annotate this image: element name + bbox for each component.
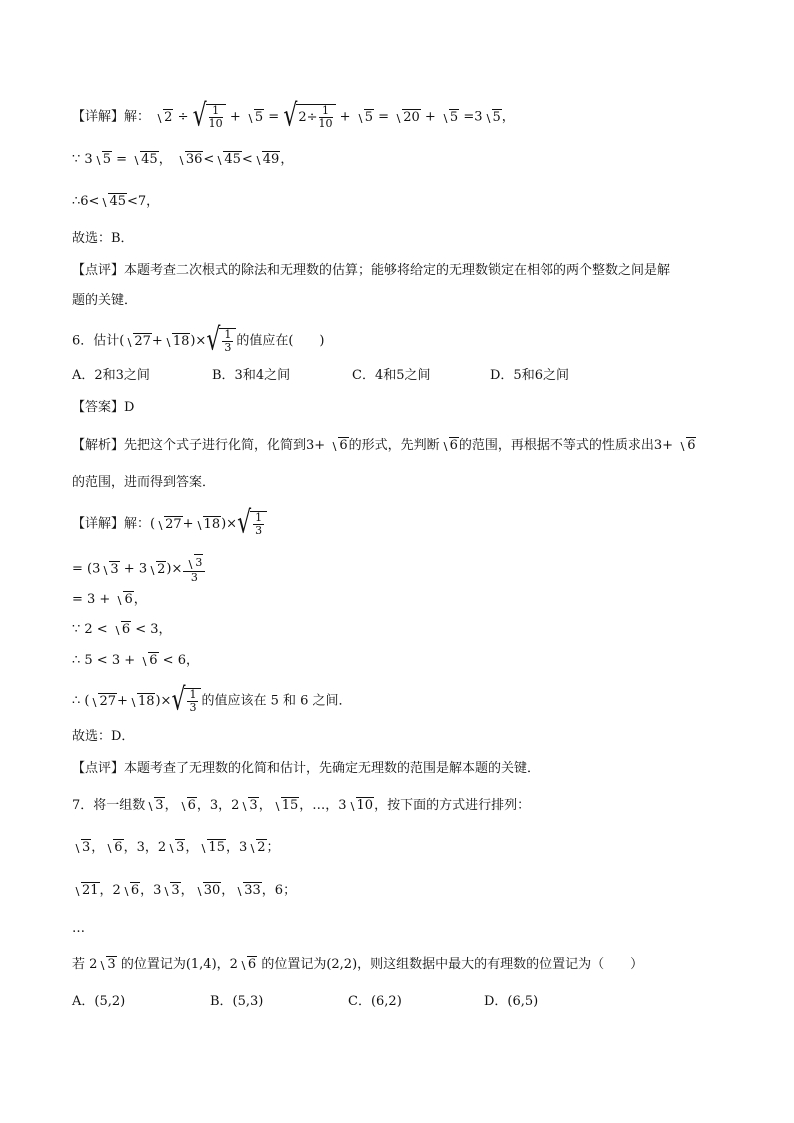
detail-6-line-1: 【详解】解：( 27+ 18)× √ $\frac{1}{3}$ bbox=[72, 511, 267, 537]
arrangement-row-1: 3， 6，3，2 3， 15，3 2； bbox=[72, 838, 280, 858]
question-7-condition: 若 2 3 的位置记为(1,4)，2 6 的位置记为(2,2)，则这组数据中最大的有理数的位置记为（ ） bbox=[72, 955, 643, 975]
analysis-6-line-2: 的范围，进而得到答案． bbox=[72, 475, 216, 490]
question-7: 7．将一组数 3， 6，3，2 3， 15，…，3 10，按下面的方式进行排列： bbox=[72, 796, 530, 816]
sqrt-fraction: √ $\frac{1}{10}$ bbox=[193, 104, 226, 130]
review-5-line-1: 【点评】本题考查二次根式的除法和无理数的估算；能够将给定的无理数锁定在相邻的两个整数之间是解 bbox=[72, 263, 671, 278]
answer-choice-6: 故选：D． bbox=[72, 729, 135, 744]
question-6: 6．估计( 27+ 18)× √ $\frac{1}{3}$ 的值应在( ) bbox=[72, 322, 325, 358]
review-6: 【点评】本题考查了无理数的化简和估计，先确定无理数的范围是解本题的关键． bbox=[72, 761, 541, 776]
option-a: A．2和3之间 bbox=[72, 368, 150, 383]
option-b: B．3和4之间 bbox=[212, 368, 291, 383]
option-c: C．4和5之间 bbox=[352, 368, 431, 383]
review-5-line-2: 题的关键． bbox=[72, 293, 138, 308]
detail-6-line-3: = 3 + 6， bbox=[72, 590, 147, 610]
detail-line-3: ∴6< 45<7， bbox=[72, 192, 159, 212]
option-b: B．(5,3) bbox=[210, 994, 264, 1009]
detail-tag: 【详解】 bbox=[72, 109, 125, 125]
answer-choice-5: 故选：B． bbox=[72, 231, 134, 246]
arrangement-row-2: 21，2 6，3 3， 30， 33，6； bbox=[72, 881, 296, 901]
detail-6-line-2: = (3 3 + 3 2)× $\frac{3}{3}$ bbox=[72, 554, 206, 584]
detail-line-2: ∵ 3 5 = 45， 36< 45< 49， bbox=[72, 150, 293, 170]
question-6-options bbox=[72, 366, 569, 386]
detail-6-line-5: ∴ 5 < 3 + 6 < 6， bbox=[72, 651, 199, 671]
detail-line-1: 【详解】解： 2 ÷ √ $\frac{1}{10}$ + 5 = √ 2÷ $\frac{1}{10}$ + 5 = 20 + 5 =3 5， bbox=[72, 98, 515, 134]
answer-6: 【答案】D bbox=[72, 400, 135, 415]
detail-6-line-6: ∴ ( 27+ 18)× √ $\frac{1}{3}$ 的值应该在 5 和 6 之间． bbox=[72, 682, 352, 718]
analysis-6-line-1: 【解析】先把这个式子进行化简，化简到3+ 6的形式，先判断 6的范围，再根据不等式的性质求出3+ 6 bbox=[72, 436, 696, 456]
option-d: D．5和6之间 bbox=[490, 368, 569, 383]
detail-6-line-4: ∵ 2 < 6 < 3， bbox=[72, 620, 172, 640]
option-c: C．(6,2) bbox=[348, 994, 402, 1009]
ellipsis: … bbox=[72, 921, 85, 936]
option-d: D．(6,5) bbox=[484, 994, 539, 1009]
option-a: A．(5,2) bbox=[72, 994, 126, 1009]
sqrt: 2 bbox=[155, 108, 173, 128]
question-7-options bbox=[72, 992, 538, 1012]
